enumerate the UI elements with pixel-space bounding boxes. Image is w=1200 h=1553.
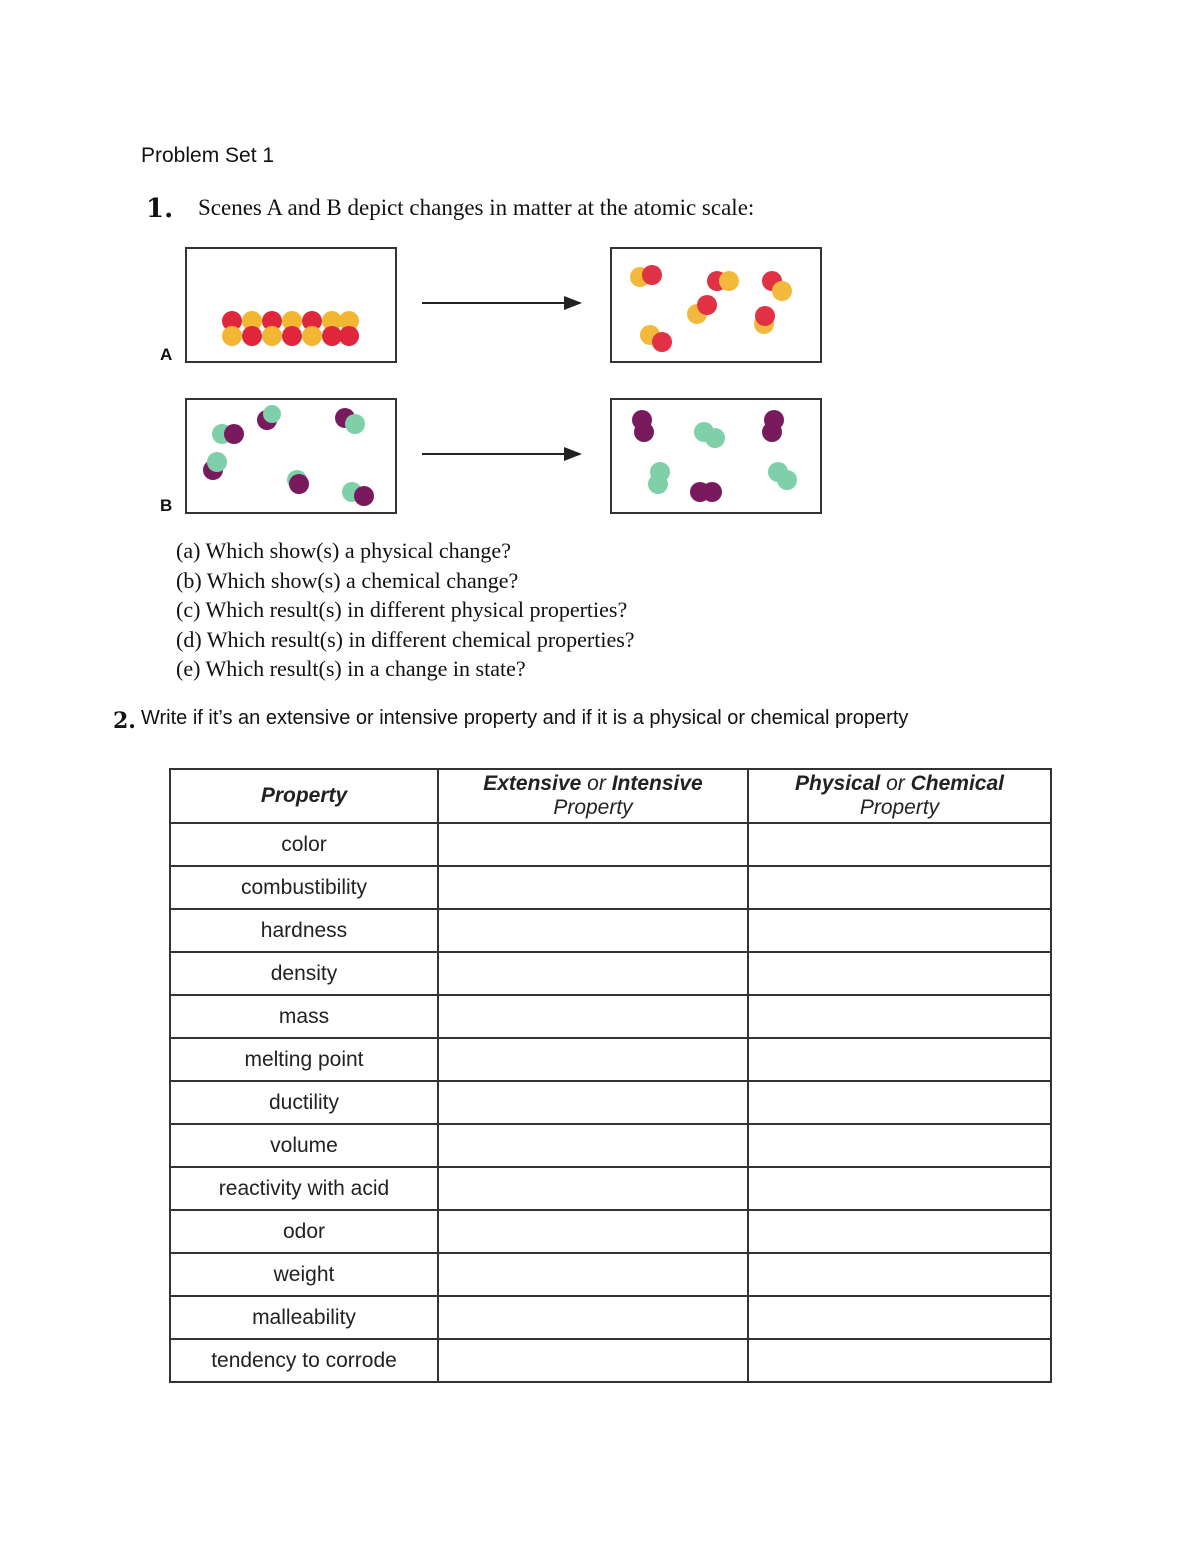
physical-chemical-answer-cell[interactable] xyxy=(748,823,1051,866)
table-header-row xyxy=(170,769,1051,823)
separated-molecules-illustration xyxy=(612,400,820,512)
table-row xyxy=(170,952,1051,995)
sub-question-d: (d) Which result(s) in different chemical properties? xyxy=(176,627,635,652)
diatomic-molecule xyxy=(203,405,374,506)
extensive-intensive-answer-cell[interactable] xyxy=(438,1081,748,1124)
extensive-intensive-answer-cell[interactable] xyxy=(438,1296,748,1339)
property-name-cell: color xyxy=(170,823,438,866)
property-name-cell: volume xyxy=(170,1124,438,1167)
extensive-intensive-answer-cell[interactable] xyxy=(438,1038,748,1081)
property-name-cell: malleability xyxy=(170,1296,438,1339)
scene-b-after xyxy=(610,398,822,514)
physical-chemical-answer-cell[interactable] xyxy=(748,1167,1051,1210)
sub-question-b: (b) Which show(s) a chemical change? xyxy=(176,568,519,593)
property-name-cell: tendency to corrode xyxy=(170,1339,438,1382)
extensive-intensive-answer-cell[interactable] xyxy=(438,1339,748,1382)
physical-chemical-answer-cell[interactable] xyxy=(748,866,1051,909)
scene-a-arrow xyxy=(422,302,580,304)
table-row xyxy=(170,1210,1051,1253)
scene-b-before xyxy=(185,398,397,514)
table-row xyxy=(170,866,1051,909)
extensive-intensive-answer-cell[interactable] xyxy=(438,1210,748,1253)
header-physical-chemical: Physical or Chemical Property xyxy=(748,769,1051,823)
diatomic-molecule xyxy=(630,265,792,352)
header-property: Property xyxy=(170,769,438,823)
scene-b-label: B xyxy=(160,496,173,515)
physical-chemical-answer-cell[interactable] xyxy=(748,1296,1051,1339)
table-row xyxy=(170,909,1051,952)
property-name-cell: odor xyxy=(170,1210,438,1253)
property-name-cell: ductility xyxy=(170,1081,438,1124)
question-1-prompt: Scenes A and B depict changes in matter at the atomic scale: xyxy=(198,195,755,220)
table-row xyxy=(170,1296,1051,1339)
table-row xyxy=(170,1038,1051,1081)
physical-chemical-answer-cell[interactable] xyxy=(748,1339,1051,1382)
property-name-cell: density xyxy=(170,952,438,995)
extensive-intensive-answer-cell[interactable] xyxy=(438,1124,748,1167)
molecule-row xyxy=(222,311,359,346)
physical-chemical-answer-cell[interactable] xyxy=(748,1038,1051,1081)
sub-question-a: (a) Which show(s) a physical change? xyxy=(176,538,511,563)
property-name-cell: weight xyxy=(170,1253,438,1296)
sub-question-c: (c) Which result(s) in different physical properties? xyxy=(176,597,628,622)
extensive-intensive-answer-cell[interactable] xyxy=(438,1167,748,1210)
table-row xyxy=(170,1253,1051,1296)
physical-chemical-answer-cell[interactable] xyxy=(748,1210,1051,1253)
property-name-cell: reactivity with acid xyxy=(170,1167,438,1210)
extensive-intensive-answer-cell[interactable] xyxy=(438,823,748,866)
table-row xyxy=(170,1339,1051,1382)
sub-question-e: (e) Which result(s) in a change in state? xyxy=(176,656,526,681)
property-name-cell: melting point xyxy=(170,1038,438,1081)
question-2-prompt: Write if it’s an extensive or intensive property and if it is a physical or chemical property xyxy=(141,707,909,729)
table-row xyxy=(170,823,1051,866)
scene-b-arrow xyxy=(422,453,580,455)
physical-chemical-answer-cell[interactable] xyxy=(748,909,1051,952)
properties-table xyxy=(169,768,1052,1383)
property-name-cell: mass xyxy=(170,995,438,1038)
extensive-intensive-answer-cell[interactable] xyxy=(438,866,748,909)
extensive-intensive-answer-cell[interactable] xyxy=(438,952,748,995)
question-2-number: 2. xyxy=(113,708,136,734)
solid-lattice-illustration xyxy=(187,249,395,361)
extensive-intensive-answer-cell[interactable] xyxy=(438,1253,748,1296)
property-name-cell: combustibility xyxy=(170,866,438,909)
physical-chemical-answer-cell[interactable] xyxy=(748,995,1051,1038)
question-1-number: 1. xyxy=(146,194,174,224)
scene-a-after xyxy=(610,247,822,363)
table-row xyxy=(170,1167,1051,1210)
physical-chemical-answer-cell[interactable] xyxy=(748,1253,1051,1296)
physical-chemical-answer-cell[interactable] xyxy=(748,1124,1051,1167)
physical-chemical-answer-cell[interactable] xyxy=(748,1081,1051,1124)
gas-molecules-illustration xyxy=(612,249,820,361)
page-title: Problem Set 1 xyxy=(141,144,275,167)
header-extensive-intensive: Extensive or Intensive Property xyxy=(438,769,748,823)
table-row xyxy=(170,1081,1051,1124)
diatomic-molecule xyxy=(632,410,797,502)
physical-chemical-answer-cell[interactable] xyxy=(748,952,1051,995)
property-name-cell: hardness xyxy=(170,909,438,952)
table-row xyxy=(170,995,1051,1038)
scene-a-before xyxy=(185,247,397,363)
scene-a-label: A xyxy=(160,345,173,364)
mixed-molecules-illustration xyxy=(187,400,395,512)
extensive-intensive-answer-cell[interactable] xyxy=(438,909,748,952)
table-row xyxy=(170,1124,1051,1167)
extensive-intensive-answer-cell[interactable] xyxy=(438,995,748,1038)
